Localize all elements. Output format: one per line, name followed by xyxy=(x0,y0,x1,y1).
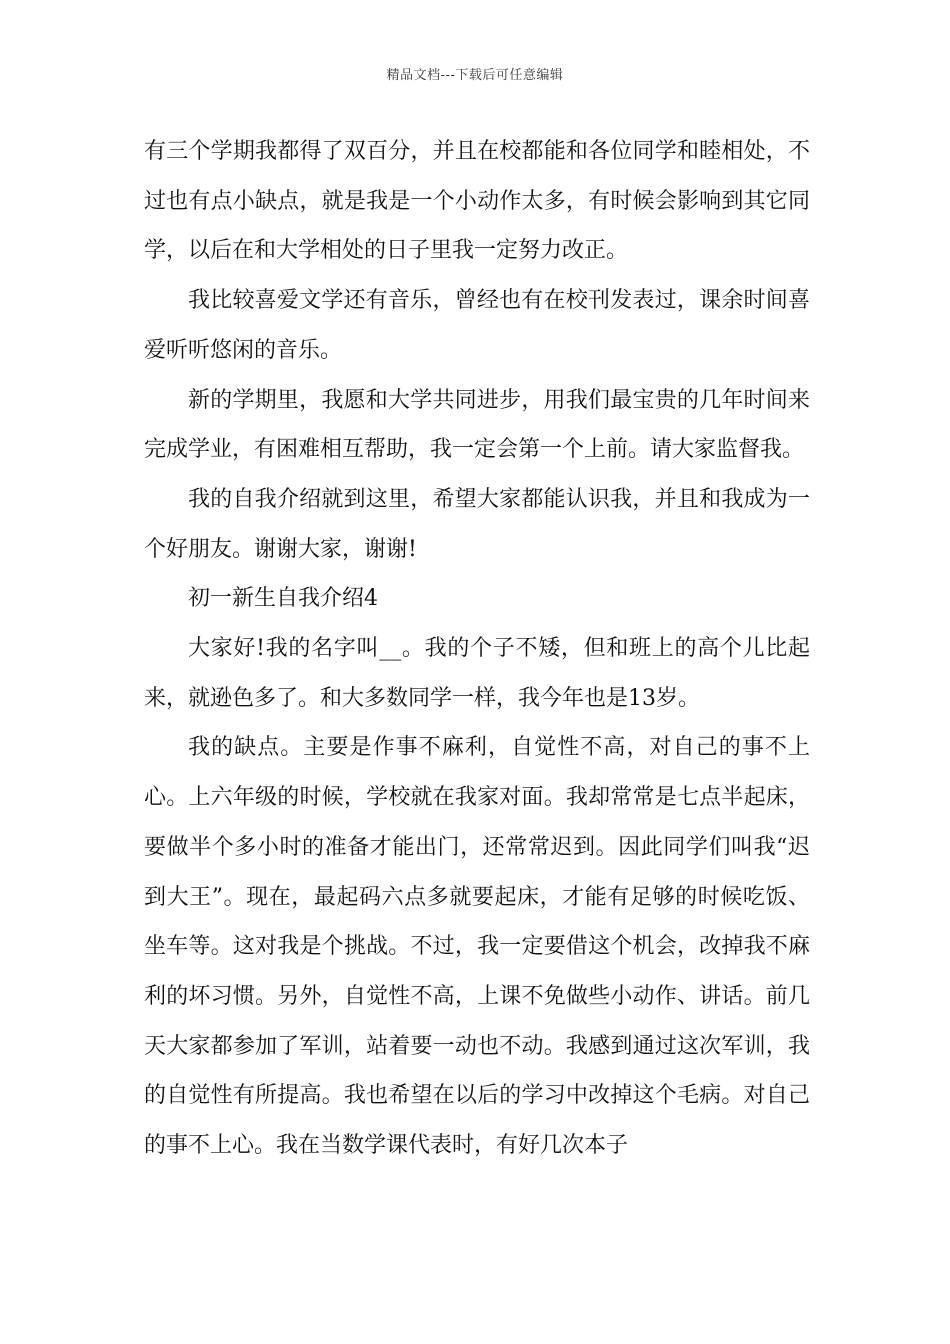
paragraph: 新的学期里，我愿和大学共同进步，用我们最宝贵的几年时间来完成学业，有困难相互帮助，我一定会第一个上前。请大家监督我。 xyxy=(144,387,810,463)
paragraph: 大家好!我的名字叫__。我的个子不矮，但和班上的高个儿比起来，就逊色多了。和大多数同学一样，我今年也是13岁。 xyxy=(144,636,810,711)
paragraph: 有三个学期我都得了双百分，并且在校都能和各位同学和睦相处，不过也有点小缺点，就是我是一个小动作太多，有时候会影响到其它同学，以后在和大学相处的日子里我一定努力改正。 xyxy=(144,139,810,264)
paragraph: 我的自我介绍就到这里，希望大家都能认识我，并且和我成为一个好朋友。谢谢大家，谢谢! xyxy=(144,486,810,562)
page-header: 精品文档---下载后可任意编辑 xyxy=(386,68,564,83)
document-body xyxy=(144,127,810,1171)
paragraph: 我比较喜爱文学还有音乐，曾经也有在校刊发表过，课余时间喜爱听听悠闲的音乐。 xyxy=(144,288,810,363)
paragraph: 我的缺点。主要是作事不麻利，自觉性不高，对自己的事不上心。上六年级的时候，学校就在我家对面。我却常常是七点半起床，要做半个多小时的准备才能出门，还常常迟到。因此同学们叫我“迟到大王”。现在，最起码六点多就要起床，才能有足够的时候吃饭、坐车等。这对我是个挑战。不过，我一定要借这个机会，改掉我不麻利的坏习惯。另外，自觉性不高，上课不免做些小动作、讲话。前几天大家都参加了军训，站着要一动也不动。我感到通过这次军训，我的自觉性有所提高。我也希望在以后的学习中改掉这个毛病。对自己的事不上心。我在当数学课代表时，有好几次本子 xyxy=(144,735,810,1159)
section-heading: 初一新生自我介绍4 xyxy=(188,586,378,612)
